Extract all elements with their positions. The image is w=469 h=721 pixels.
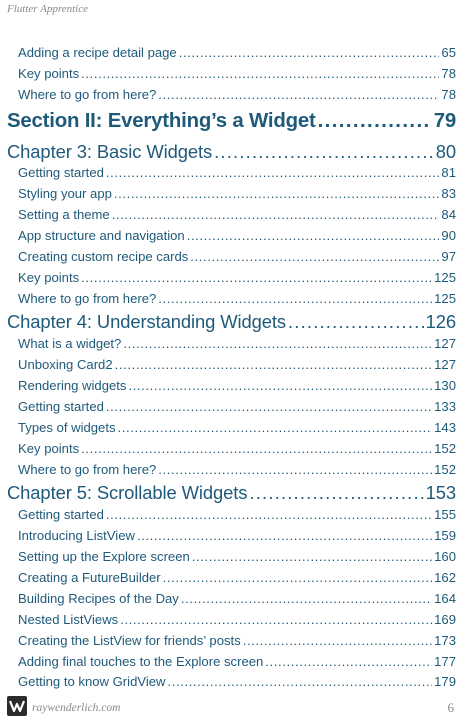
toc-entry[interactable] — [18, 549, 456, 564]
leader-dots — [128, 378, 432, 393]
toc-entry-page: 84 — [441, 207, 456, 222]
toc-entry-page: 78 — [441, 66, 456, 81]
toc-entry-page: 78 — [441, 87, 456, 102]
toc-entry-title: Setting a theme — [18, 207, 110, 222]
toc-entry-title: Creating the ListView for friends’ posts — [18, 633, 241, 648]
leader-dots — [214, 141, 434, 163]
toc-entry[interactable] — [18, 420, 456, 435]
toc-entry-title: Unboxing Card2 — [18, 357, 113, 372]
toc-entry-title: Where to go from here? — [18, 462, 157, 477]
leader-dots — [249, 482, 423, 504]
leader-dots — [106, 165, 440, 180]
toc-section-page: 79 — [433, 110, 456, 132]
toc-entry-page: 127 — [434, 336, 456, 351]
leader-dots — [115, 357, 433, 372]
running-header: Flutter Apprentice — [7, 3, 88, 15]
raywenderlich-logo-icon — [7, 696, 27, 716]
toc-entry-title: Key points — [18, 441, 80, 456]
toc-entry-page: 130 — [434, 378, 456, 393]
toc-entry[interactable] — [18, 441, 456, 456]
toc-chapter[interactable] — [7, 482, 456, 504]
toc-chapter-page: 153 — [425, 482, 456, 503]
toc-entry[interactable] — [18, 462, 456, 477]
toc-entry-page: 97 — [441, 249, 456, 264]
toc-entry-title: Adding final touches to the Explore screen — [18, 654, 264, 669]
leader-dots — [158, 462, 432, 477]
leader-dots — [181, 591, 432, 606]
toc-entry[interactable] — [18, 45, 456, 60]
leader-dots — [192, 549, 432, 564]
toc-entry-title: Key points — [18, 270, 80, 285]
toc-entry-page: 169 — [434, 612, 456, 627]
toc-entry-title: Getting started — [18, 165, 104, 180]
leader-dots — [112, 207, 440, 222]
leader-dots — [81, 441, 432, 456]
toc-entry-page: 155 — [434, 507, 456, 522]
toc-entry[interactable] — [18, 207, 456, 222]
leader-dots — [81, 270, 432, 285]
leader-dots — [158, 291, 432, 306]
toc-entry[interactable] — [18, 270, 456, 285]
toc-entry-title: Rendering widgets — [18, 378, 127, 393]
toc-entry-title: Building Recipes of the Day — [18, 591, 179, 606]
toc-entry[interactable] — [18, 528, 456, 543]
toc-chapter[interactable] — [7, 141, 456, 163]
toc-entry-page: 143 — [434, 420, 456, 435]
toc-entry[interactable] — [18, 591, 456, 606]
toc-entry-page: 162 — [434, 570, 456, 585]
toc-entry[interactable] — [18, 228, 456, 243]
toc-entry[interactable] — [18, 336, 456, 351]
toc-entry-title: What is a widget? — [18, 336, 122, 351]
toc-entry-title: Introducing ListView — [18, 528, 135, 543]
leader-dots — [81, 66, 439, 81]
toc-chapter-page: 126 — [425, 311, 456, 332]
leader-dots — [168, 674, 433, 689]
toc-entry-title: Adding a recipe detail page — [18, 45, 177, 60]
toc-entry-title: Types of widgets — [18, 420, 116, 435]
toc-entry-title: Where to go from here? — [18, 291, 157, 306]
toc-entry-title: Getting started — [18, 399, 104, 414]
toc-chapter-title: Chapter 4: Understanding Widgets — [7, 311, 286, 332]
toc-entry[interactable] — [18, 249, 456, 264]
toc-entry-page: 83 — [441, 186, 456, 201]
toc-entry-title: Styling your app — [18, 186, 112, 201]
toc-entry[interactable] — [18, 87, 456, 102]
leader-dots — [137, 528, 432, 543]
leader-dots — [118, 420, 433, 435]
toc-entry[interactable] — [18, 291, 456, 306]
footer-site: raywenderlich.com — [32, 702, 121, 714]
toc-entry-page: 125 — [434, 270, 456, 285]
toc-entry-page: 152 — [434, 441, 456, 456]
toc-entry[interactable] — [18, 399, 456, 414]
toc-entry[interactable] — [18, 633, 456, 648]
leader-dots — [123, 336, 432, 351]
toc-entry-page: 173 — [434, 633, 456, 648]
toc-entry-page: 164 — [434, 591, 456, 606]
toc-entry-page: 125 — [434, 291, 456, 306]
toc-entry[interactable] — [18, 66, 456, 81]
toc-entry-title: Key points — [18, 66, 80, 81]
toc-entry[interactable] — [18, 654, 456, 669]
leader-dots — [179, 45, 440, 60]
toc-entry-title: Where to go from here? — [18, 87, 157, 102]
toc-entry-title: Creating custom recipe cards — [18, 249, 189, 264]
toc-entry[interactable] — [18, 674, 456, 689]
leader-dots — [187, 228, 440, 243]
toc-entry[interactable] — [18, 357, 456, 372]
toc-entry-title: Getting started — [18, 507, 104, 522]
leader-dots — [106, 507, 432, 522]
toc-entry[interactable] — [18, 165, 456, 180]
leader-dots — [265, 654, 432, 669]
page-number: 6 — [447, 700, 454, 715]
toc-entry-page: 127 — [434, 357, 456, 372]
leader-dots — [318, 110, 432, 133]
toc-entry-page: 152 — [434, 462, 456, 477]
toc-entry-title: Getting to know GridView — [18, 674, 166, 689]
toc-chapter-page: 80 — [435, 141, 456, 162]
toc-section[interactable] — [7, 110, 456, 133]
toc-section-title: Section II: Everything’s a Widget — [7, 110, 316, 132]
toc-entry-page: 179 — [434, 674, 456, 689]
toc-entry-page: 90 — [441, 228, 456, 243]
toc-entry-page: 177 — [434, 654, 456, 669]
toc-entry-title: Creating a FutureBuilder — [18, 570, 161, 585]
toc-entry-title: Nested ListViews — [18, 612, 119, 627]
toc-chapter[interactable] — [7, 311, 456, 333]
toc-entry-page: 160 — [434, 549, 456, 564]
toc-entry[interactable] — [18, 570, 456, 585]
toc-entry-page: 133 — [434, 399, 456, 414]
toc-entry[interactable] — [18, 186, 456, 201]
leader-dots — [243, 633, 432, 648]
toc-entry-page: 81 — [441, 165, 456, 180]
leader-dots — [114, 186, 440, 201]
toc-entry-title: App structure and navigation — [18, 228, 185, 243]
toc-chapter-title: Chapter 3: Basic Widgets — [7, 141, 213, 162]
toc-entry-page: 65 — [441, 45, 456, 60]
toc-entry-title: Setting up the Explore screen — [18, 549, 190, 564]
leader-dots — [288, 311, 424, 333]
toc-entry[interactable] — [18, 378, 456, 393]
leader-dots — [158, 87, 439, 102]
leader-dots — [163, 570, 432, 585]
leader-dots — [190, 249, 439, 264]
leader-dots — [106, 399, 432, 414]
toc-entry[interactable] — [18, 507, 456, 522]
toc-chapter-title: Chapter 5: Scrollable Widgets — [7, 482, 248, 503]
toc-entry[interactable] — [18, 612, 456, 627]
leader-dots — [120, 612, 432, 627]
toc-entry-page: 159 — [434, 528, 456, 543]
